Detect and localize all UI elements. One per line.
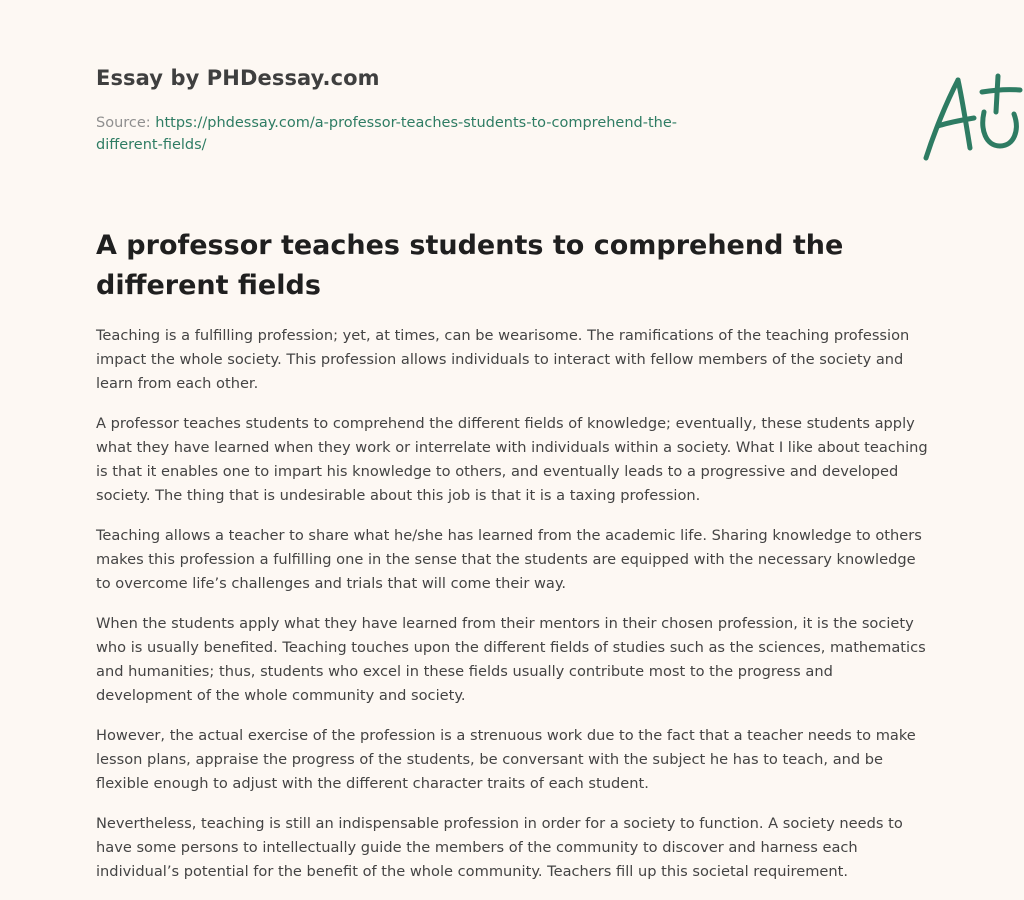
site-brand: Essay by PHDessay.com	[96, 66, 380, 90]
essay-paragraph: However, the actual exercise of the profession is a strenuous work due to the fact that a teacher needs to make lesson plans, appraise the progress of the students, be conversant with the subject he has to teach, and be flexible enough to adjust with the different character traits of each student.	[96, 727, 916, 792]
essay-title: A professor teaches students to comprehend the different fields	[96, 230, 844, 301]
source-link[interactable]: https://phdessay.com/a-professor-teaches-students-to-comprehend-the-different-fields/	[96, 115, 678, 153]
source-label: Source:	[96, 115, 151, 131]
essay-paragraph: Teaching is a fulfilling profession; yet, at times, can be wearisome. The ramifications of the teaching profession impact the whole society. This profession allows individuals to interact with fellow members of the society and learn from each other.	[96, 327, 910, 392]
a-plus-logo-icon	[916, 68, 1024, 168]
essay-paragraph: A professor teaches students to comprehend the different fields of knowledge; eventually, these students apply what they have learned when they work or interrelate with individuals within a society. What I like about teaching is that it enables one to impart his knowledge to others, and eventually leads to a progressive and developed society. The thing that is undesirable about this job is that it is a taxing profession.	[96, 415, 928, 504]
essay-body	[96, 324, 928, 900]
source-line	[96, 112, 736, 156]
essay-paragraph: Nevertheless, teaching is still an indispensable profession in order for a society to function. A society needs to have some persons to intellectually guide the members of the community to discover and harness each individual’s potential for the benefit of the whole community. Teachers fill up this societal requirement.	[96, 815, 903, 880]
essay-paragraph: When the students apply what they have learned from their mentors in their chosen profession, it is the society who is usually benefited. Teaching touches upon the different fields of studies such as the sciences, mathematics and humanities; thus, students who excel in these fields usually contribute most to the progress and development of the whole community and society.	[96, 615, 926, 704]
essay-paragraph: Teaching allows a teacher to share what he/she has learned from the academic life. Sharing knowledge to others makes this profession a fulfilling one in the sense that the students are equipped with the necessary knowledge to overcome life’s challenges and trials that will come their way.	[96, 527, 922, 592]
